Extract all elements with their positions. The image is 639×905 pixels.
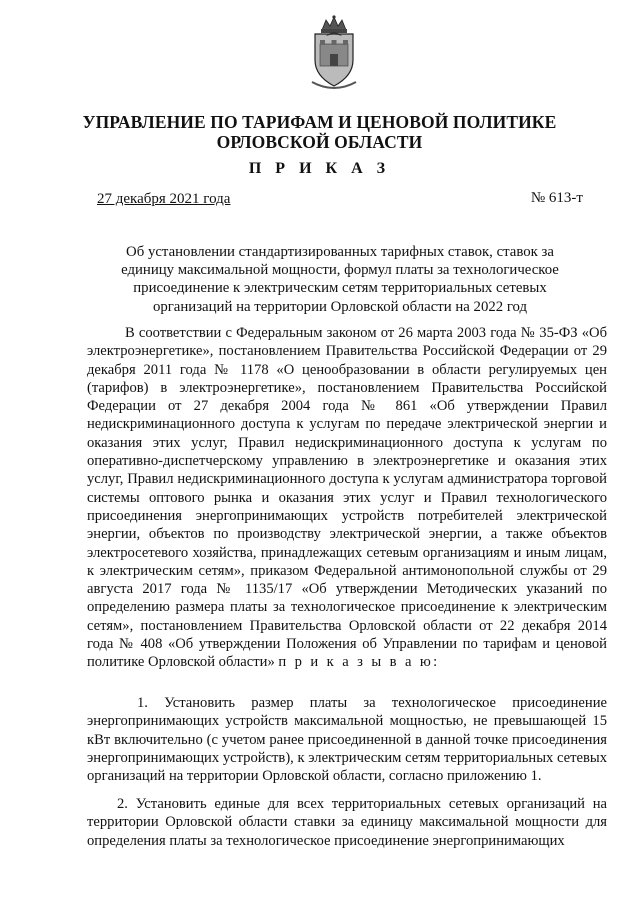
order-item-1: 1. Установить размер платы за технологическое присоединение энергопринимающих устройств максимальной мощностью, не превышающей 15 кВт включительно (с учетом ранее присоединенной в данной точке присоединения энергопринимающих устройств), к электрическим сетям территориальных сетевых организаций на территории Орловской области, согласно приложению 1. (87, 695, 607, 785)
org-name-line2: ОРЛОВСКОЙ ОБЛАСТИ (216, 132, 423, 152)
org-name-line1: УПРАВЛЕНИЕ ПО ТАРИФАМ И ЦЕНОВОЙ ПОЛИТИКЕ (82, 112, 557, 132)
document-type-title: П Р И К А З (248, 160, 391, 177)
document-date: 27 декабря 2021 года (97, 191, 231, 207)
document-number: № 613-т (530, 190, 583, 206)
document-subject: Об установлении стандартизированных тарифных ставок, ставок за единицу максимальной мощности, формул платы за технологическое присоединение к электрическим сетям территориальных сетевых организаций на территории Орловской области на 2022 год (121, 244, 559, 315)
preamble-text: В соответствии с Федеральным законом от 26 марта 2003 года № 35-ФЗ «Об электроэнергетике», постановлением Правительства Российской Федерации от 29 декабря 2011 года № 1178 «О ценообразовании в области регулируемых цен (тарифов) в электроэнергетике», постановлением Правительства Российской Федерации от 27 декабря 2004 года № 861 «Об утверждении Правил недискриминационного доступа к услугам по передаче электрической энергии и оказания этих услуг, Правил недискриминационного доступа к услугам по оперативно-диспетчерскому управлению в электроэнергетике и оказания этих услуг, Правил недискриминационного доступа к услугам администратора торговой системы оптового рынка и оказания этих услуг и Правил технологического присоединения энергопринимающих устройств потребителей электрической энергии, объектов по производству электрической энергии, а также объектов электросетевого хозяйства, принадлежащих сетевым организациям и иным лицам, к электрическим сетям», приказом Федеральной антимонопольной службы от 29 августа 2017 года № 1135/17 «Об утверждении Методических указаний по определению размера платы за технологическое присоединение к электрическим сетям», постановлением Правительства Орловской области от 22 декабря 2014 года № 408 «Об утверждении Положения об Управлении по тарифам и ценовой политике Орловской области» (87, 325, 607, 671)
order-word: п р и к а з ы в а ю: (278, 654, 440, 671)
orel-oblast-coat-of-arms-icon (306, 14, 362, 94)
order-item-2: 2. Установить единые для всех территориальных сетевых организаций на территории Орловской области ставки за единицу максимальной мощности для определения платы за технологическое присоединение энергопринимающих (87, 796, 607, 849)
preamble-paragraph (87, 324, 607, 672)
